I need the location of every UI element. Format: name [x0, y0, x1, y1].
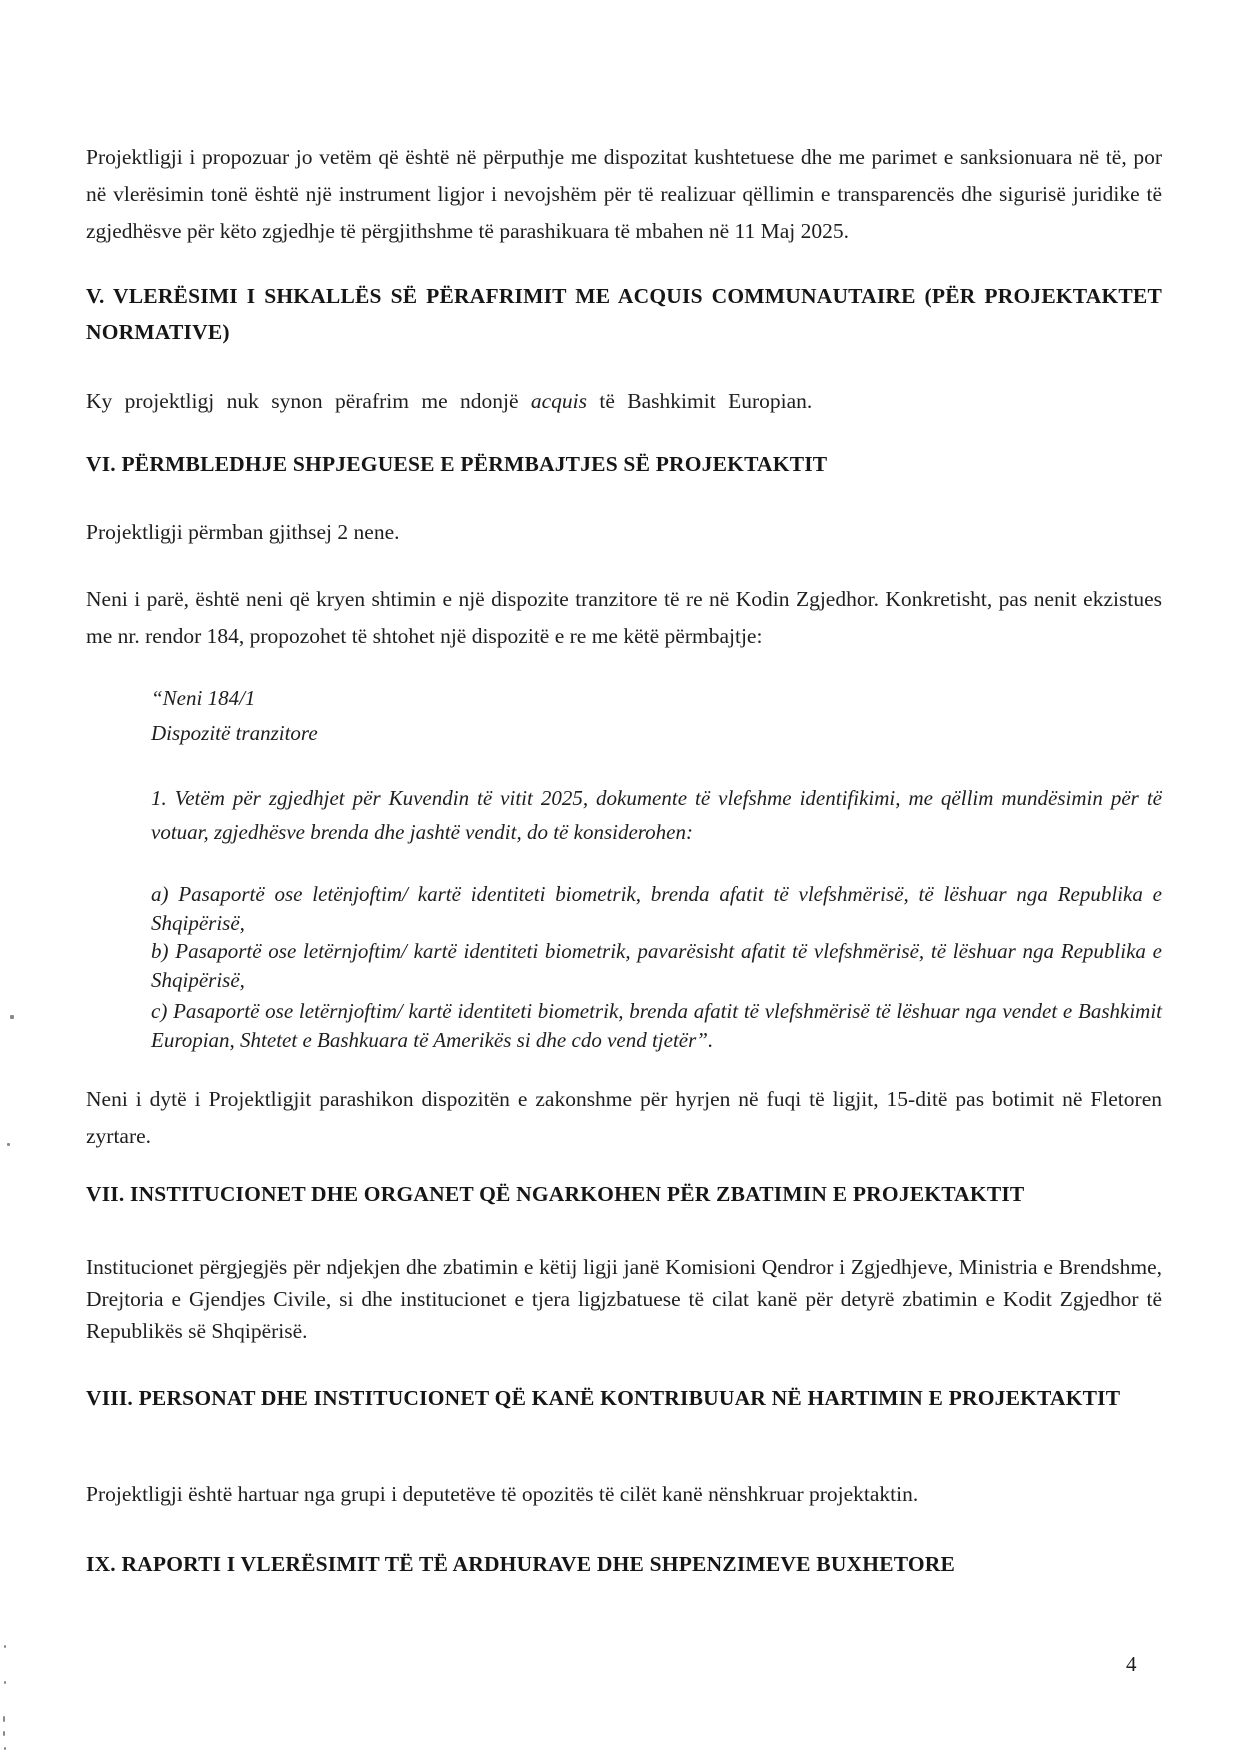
scan-artifact-dot [4, 1645, 6, 1648]
scan-artifact-dot [3, 1716, 5, 1722]
section-ix-heading: IX. RAPORTI I VLERËSIMIT TË TË ARDHURAVE DHE SHPENZIMEVE BUXHETORE [86, 1552, 956, 1576]
section-v-body-suffix: të Bashkimit Europian. [587, 389, 813, 413]
section-v-heading: V. VLERËSIMI I SHKALLËS SË PËRAFRIMIT ME ACQUIS COMMUNAUTAIRE (PËR PROJEKTAKTET NORMATIVE) [86, 284, 1162, 344]
quote-article-subtitle: Dispozitë tranzitore [151, 721, 318, 745]
scan-artifact-dot [10, 1015, 14, 1019]
quote-point-b: b) Pasaportë ose letërnjoftim/ kartë identiteti biometrik, pavarësisht afatit të vlefshmërisë, të lëshuar nga Republika e Shqipërisë, [151, 939, 1162, 992]
section-vii-body: Institucionet përgjegjës për ndjekjen dhe zbatimin e këtij ligji janë Komisioni Qendror i Zgjedhjeve, Ministria e Brendshme, Drejtoria e Gjendjes Civile, si dhe institucionet e tjera ligjzbatuese të cilat kanë për detyrë zbatimin e Kodit Zgjedhor të Republikës së Shqipërisë. [86, 1255, 1162, 1343]
intro-paragraph: Projektligji i propozuar jo vetëm që është në përputhje me dispozitat kushtetuese dhe me parimet e sanksionuara në të, por në vlerësimin tonë është një instrument ligjor i nevojshëm për të realizuar qëllimin e transparencës dhe sigurisë juridike të zgjedhësve për këto zgjedhje të përgjithshme të parashikuara të mbahen në 11 Maj 2025. [86, 145, 1162, 243]
quote-point-a: a) Pasaportë ose letënjoftim/ kartë identiteti biometrik, brenda afatit të vlefshmërisë, të lëshuar nga Republika e Shqipërisë, [151, 882, 1162, 935]
section-v-body [86, 383, 1162, 420]
section-vi-heading: VI. PËRMBLEDHJE SHPJEGUESE E PËRMBAJTJES SË PROJEKTAKTIT [86, 452, 828, 476]
section-vi-paragraph-first-article: Neni i parë, është neni që kryen shtimin e një dispozite tranzitore të re në Kodin Zgjedhor. Konkretisht, pas nenit ekzistues me nr. rendor 184, propozohet të shtohet një dispozitë e re me këtë përmbajtje: [86, 587, 1162, 648]
scan-artifact-dot [7, 1143, 10, 1146]
section-v-body-acquis-term: acquis [530, 389, 588, 413]
page-number: 4 [1126, 1652, 1137, 1676]
section-vii-heading: VII. INSTITUCIONET DHE ORGANET QË NGARKOHEN PËR ZBATIMIN E PROJEKTAKTIT [86, 1182, 1025, 1206]
quote-article-title: “Neni 184/1 [151, 686, 256, 710]
section-v-body-prefix: Ky projektligj nuk synon përafrim me ndonjë [86, 389, 531, 413]
section-vi-paragraph-second-article: Neni i dytë i Projektligjit parashikon dispozitën e zakonshme për hyrjen në fuqi të ligjit, 15-ditë pas botimit në Fletoren zyrtare. [86, 1087, 1162, 1148]
scan-artifact-dot [4, 1681, 6, 1684]
scan-artifact-dot [4, 1747, 6, 1750]
section-vi-paragraph-articles-count: Projektligji përmban gjithsej 2 nene. [86, 520, 400, 544]
quote-point-1: 1. Vetëm për zgjedhjet për Kuvendin të vitit 2025, dokumente të vlefshme identifikimi, me qëllim mundësimin për të votuar, zgjedhësve brenda dhe jashtë vendit, do të konsiderohen: [151, 786, 1162, 844]
section-viii-heading: VIII. PERSONAT DHE INSTITUCIONET QË KANË KONTRIBUUAR NË HARTIMIN E PROJEKTAKTIT [86, 1386, 1121, 1410]
scan-artifact-dot [3, 1731, 5, 1736]
section-viii-body: Projektligji është hartuar nga grupi i deputetëve të opozitës të cilët kanë nënshkruar projektaktin. [86, 1482, 919, 1506]
quote-point-c: c) Pasaportë ose letërnjoftim/ kartë identiteti biometrik, brenda afatit të vlefshmërisë të lëshuar nga vendet e Bashkimit Europian, Shtetet e Bashkuara të Amerikës si dhe cdo vend tjetër”. [151, 999, 1162, 1052]
